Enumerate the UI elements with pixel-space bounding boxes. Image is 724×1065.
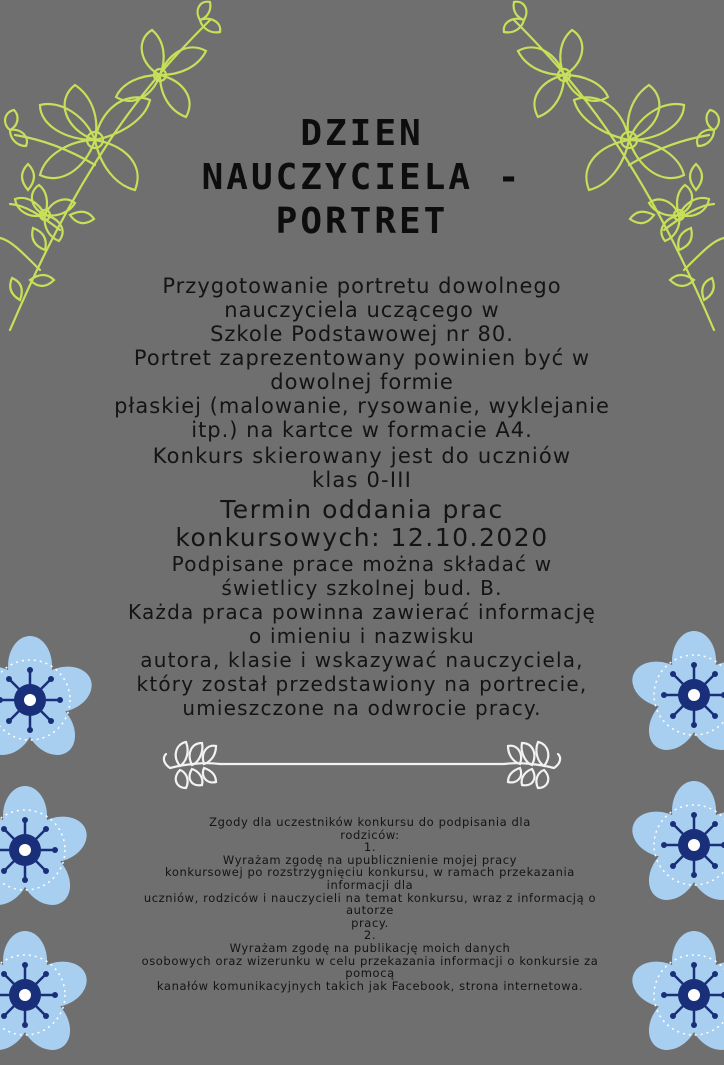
intro-line: Przygotowanie portretu dowolnego xyxy=(162,274,562,298)
deadline-line: Termin oddania prac xyxy=(220,495,504,524)
consent-section xyxy=(70,816,670,992)
consent-line: 1. xyxy=(363,840,377,855)
consent-line: informacji dla xyxy=(326,877,414,892)
intro-line: itp.) na kartce w formacie A4. xyxy=(191,418,533,442)
eligibility-paragraph xyxy=(60,444,664,492)
poster-body xyxy=(60,274,664,720)
consent-line: autorze xyxy=(346,903,394,918)
title-line: NAUCZYCIELA - xyxy=(201,157,523,198)
consent-line: Wyrażam zgodę na publikację moich danych xyxy=(229,940,511,955)
submission-line: o imieniu i nazwisku xyxy=(248,624,476,648)
intro-line: nauczyciela uczącego w xyxy=(224,298,500,322)
intro-line: Szkole Podstawowej nr 80. xyxy=(210,322,514,346)
submission-paragraph xyxy=(60,552,664,720)
deadline-paragraph xyxy=(60,496,664,552)
consent-line: uczniów, rodziców i nauczycieli na temat konkursu, wraz z informacją o xyxy=(143,890,597,905)
title-line: DZIEN xyxy=(300,113,424,154)
eligibility-line: Konkurs skierowany jest do uczniów xyxy=(152,444,572,468)
submission-line: Podpisane prace można składać w xyxy=(171,552,553,576)
consent-line: 2. xyxy=(363,928,377,943)
intro-line: płaskiej (malowanie, rysowanie, wyklejanie xyxy=(114,394,610,418)
laurel-divider-icon xyxy=(160,728,564,790)
consent-line: rodziców: xyxy=(340,827,400,842)
consent-line: Zgody dla uczestników konkursu do podpisania dla xyxy=(209,815,531,829)
submission-line: umieszczone na odwrocie pracy. xyxy=(182,696,542,720)
submission-line: który został przedstawiony na portrecie, xyxy=(136,672,588,696)
consent-line: Wyrażam zgodę na upublicznienie mojej pracy xyxy=(222,852,518,867)
intro-paragraph xyxy=(60,274,664,442)
title-line: PORTRET xyxy=(275,201,449,242)
eligibility-line: klas 0-III xyxy=(312,468,412,492)
intro-line: dowolnej formie xyxy=(270,370,454,394)
consent-line: pracy. xyxy=(351,915,389,930)
submission-line: autora, klasie i wskazywać nauczyciela, xyxy=(140,648,584,672)
consent-line: konkursowej po rozstrzygnięciu konkursu, w ramach przekazania xyxy=(165,865,575,880)
submission-line: świetlicy szkolnej bud. B. xyxy=(221,576,503,600)
intro-line: Portret zaprezentowany powinien być w xyxy=(133,346,591,370)
submission-line: Każda praca powinna zawierać informację xyxy=(127,600,596,624)
consent-line: kanałów komunikacyjnych takich jak Facebook, strona internetowa. xyxy=(156,978,584,993)
deadline-line: konkursowych: 12.10.2020 xyxy=(175,523,549,552)
consent-line: osobowych oraz wizerunku w celu przekazania informacji o konkursie za xyxy=(141,953,599,968)
poster-title xyxy=(150,112,574,244)
consent-line: pomocą xyxy=(345,966,395,981)
